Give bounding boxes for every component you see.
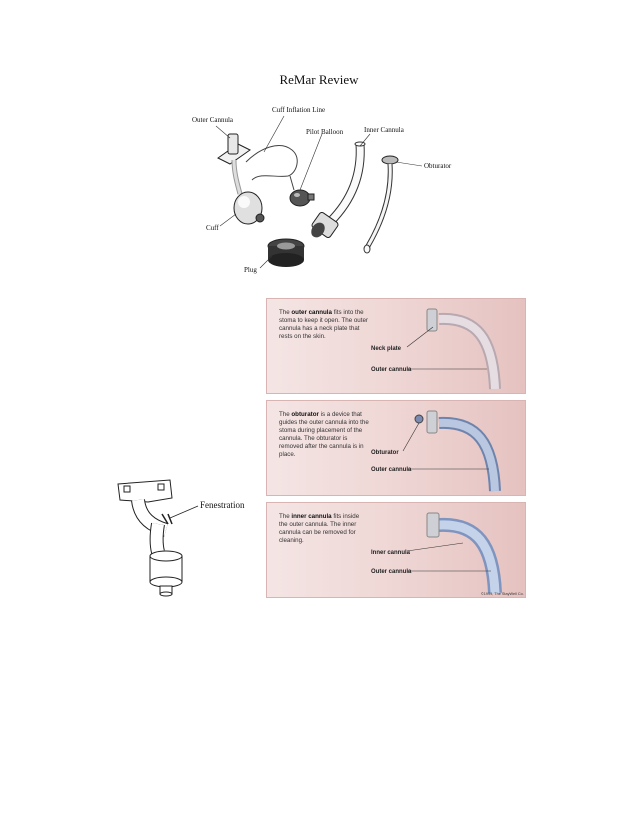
panel-outer-cannula (266, 298, 526, 394)
pilot-balloon-label: Pilot Balloon (306, 128, 344, 136)
tube-components-illustration (190, 104, 460, 276)
copyright-text: ©1999, The StayWell Co. (481, 592, 524, 596)
tracheostomy-tube-diagram (190, 104, 460, 276)
inner-cannula-callout: Inner cannula (371, 550, 411, 556)
cuff-drawing (234, 192, 264, 224)
outer-cannula-callout-3: Outer cannula (371, 569, 412, 575)
plug-label: Plug (244, 266, 257, 274)
cuff-inflation-line-label: Cuff Inflation Line (272, 106, 326, 114)
obturator-callout: Obturator (371, 450, 399, 456)
page-title: ReMar Review (279, 72, 359, 87)
obturator-label: Obturator (424, 162, 452, 170)
plug-drawing (268, 239, 304, 267)
outer-cannula-drawing (218, 134, 250, 194)
neck-plate-callout: Neck plate (371, 346, 402, 352)
fenestrated-tube-illustration (108, 474, 258, 604)
panel-obturator (266, 400, 526, 496)
outer-cannula-callout-2: Outer cannula (371, 467, 412, 473)
panel-inner-cannula (266, 502, 526, 598)
panel-2-text: The obturator is a device that guides the outer cannula into the stoma during placement of the cannula. The obturator is removed after the cannula is in place. (279, 411, 369, 458)
cannula-panels (266, 298, 526, 598)
fenestration-label: Fenestration (200, 500, 245, 510)
outer-cannula-label: Outer Cannula (192, 116, 234, 124)
fenestrated-tube-diagram (108, 474, 258, 604)
outer-cannula-callout-1: Outer cannula (371, 367, 412, 373)
inner-cannula-drawing (308, 142, 365, 240)
panel-1-text: The outer cannula fits into the stoma to keep it open. The outer cannula has a neck plate that rests on the skin. (279, 309, 368, 340)
inner-cannula-label: Inner Cannula (364, 126, 404, 134)
panel-3-text: The inner cannula fits inside the outer cannula. The inner cannula can be removed for cleaning. (279, 513, 360, 544)
cuff-label: Cuff (206, 224, 219, 232)
obturator-drawing (364, 156, 398, 253)
pilot-balloon-drawing (290, 176, 314, 206)
cuff-inflation-line-drawing (246, 146, 297, 180)
